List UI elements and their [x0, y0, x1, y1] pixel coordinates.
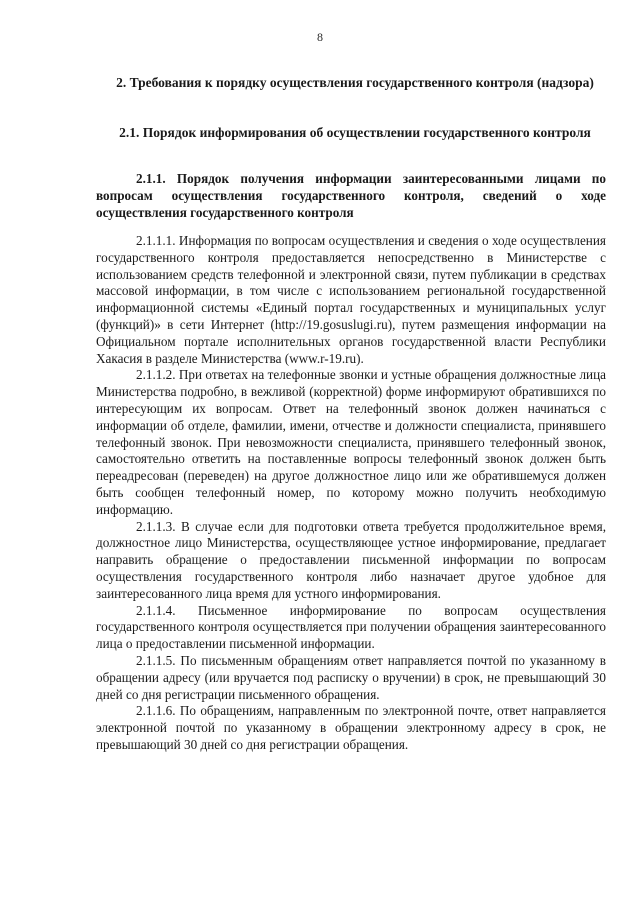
body-text: [96, 233, 606, 754]
section-heading-2: 2. Требования к порядку осуществления государственного контроля (надзора): [116, 75, 594, 90]
page-number: 8: [317, 30, 323, 44]
paragraph-2-1-1-5: 2.1.1.5. По письменным обращениям ответ направляется почтой по указанному в обращении адресу (или вручается под расписку о вручении) в срок, не превышающий 30 дней со дня регистрации письменного обращения.: [96, 652, 606, 702]
subsection-heading-2-1-1: 2.1.1. Порядок получения информации заинтересованными лицами по вопросам осуществления государственного контроля, сведений о ходе осуществления государственного контроля: [96, 171, 606, 220]
paragraph-2-1-1-6: 2.1.1.6. По обращениям, направленным по электронной почте, ответ направляется электронной почтой по указанному в обращении электронному адресу в срок, не превышающий 30 дней со дня регистрации обращения.: [96, 703, 606, 752]
paragraph-2-1-1-1: 2.1.1.1. Информация по вопросам осуществления и сведения о ходе осуществления государственного контроля предоставляется непосредственно в Министерстве с использованием средств телефонной и электронной связи, путем публикации в средствах массовой информации, в том числе с использованием региональной государственной информационной системы «Единый портал государственных и муниципальных услуг (функций)» в сети Интернет (http://19.gosuslugi.ru), путем размещения информации на Официальном портале исполнительных органов государственной власти Республики Хакасия в разделе Министерства (www.r-19.ru).: [96, 233, 606, 366]
section-heading-2-1: 2.1. Порядок информирования об осуществлении государственного контроля: [119, 125, 591, 140]
paragraph-2-1-1-3: 2.1.1.3. В случае если для подготовки ответа требуется продолжительное время, должностное лицо Министерства, осуществляющее устное информирование, предлагает направить обращение о предоставлении письменной информации по вопросам осуществления государственного контроля либо назначает другое удобное для заинтересованного лица время для устного информирования.: [96, 518, 606, 601]
paragraph-2-1-1-2: 2.1.1.2. При ответах на телефонные звонки и устные обращения должностные лица Министерства подробно, в вежливой (корректной) форме информируют обратившихся по интересующим их вопросам. Ответ на телефонный звонок должен начинаться с информации об отделе, фамилии, имени, отчестве и должности специалиста, принявшего телефонный звонок. При невозможности специалиста, принявшего телефонный звонок, самостоятельно ответить на поставленные вопросы телефонный звонок должен быть переадресован (переведен) на другое должностное лицо или же обратившемуся должен быть сообщен телефонный номер, по которому можно получить необходимую информацию.: [96, 367, 606, 517]
paragraph-2-1-1-4: 2.1.1.4. Письменное информирование по вопросам осуществления государственного контроля осуществляется при получении обращения заинтересованного лица о предоставлении письменной информации.: [96, 602, 606, 652]
